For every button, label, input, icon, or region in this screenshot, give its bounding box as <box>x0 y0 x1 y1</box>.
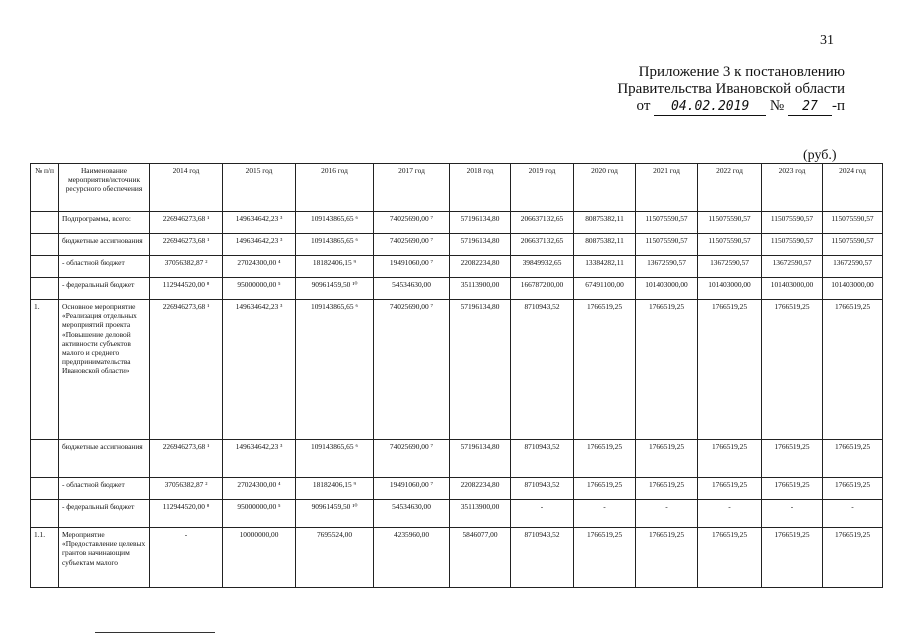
table-row <box>31 278 883 300</box>
table-row <box>31 440 883 478</box>
handwritten-number: 27 <box>788 98 832 116</box>
value-cell: 74025690,00 ⁷ <box>374 234 450 256</box>
value-cell: 19491060,00 ⁷ <box>374 478 450 500</box>
handwritten-date: 04.02.2019 <box>654 98 766 116</box>
value-cell: 13672590,57 <box>636 256 698 278</box>
date-prefix: от <box>636 98 651 114</box>
column-header-year: 2014 год <box>150 164 223 212</box>
value-cell: 74025690,00 ⁷ <box>374 212 450 234</box>
row-name-cell: - областной бюджет <box>59 256 150 278</box>
value-cell: 115075590,57 <box>823 212 883 234</box>
budget-table <box>30 163 883 588</box>
value-cell: 1766519,25 <box>823 478 883 500</box>
value-cell: 149634642,23 ³ <box>223 300 296 440</box>
value-cell: 80875382,11 <box>574 234 636 256</box>
value-cell: 109143865,65 ⁶ <box>296 212 374 234</box>
row-number-cell: 1. <box>31 300 59 440</box>
column-header-number: № п/п <box>31 164 59 212</box>
row-name-cell: бюджетные ассигнования <box>59 234 150 256</box>
value-cell: 112944520,00 ⁸ <box>150 278 223 300</box>
row-name-cell: Мероприятие «Предоставление целевых грантов начинающим субъектам малого <box>59 528 150 588</box>
value-cell: 4235960,00 <box>374 528 450 588</box>
row-name-cell: бюджетные ассигнования <box>59 440 150 478</box>
row-number-cell <box>31 278 59 300</box>
value-cell: 57196134,80 <box>450 440 511 478</box>
value-cell: 115075590,57 <box>636 212 698 234</box>
row-name-cell: Подпрограмма, всего: <box>59 212 150 234</box>
number-prefix: № <box>769 98 785 114</box>
value-cell: 101403000,00 <box>698 278 762 300</box>
value-cell: 109143865,65 ⁶ <box>296 440 374 478</box>
value-cell: 112944520,00 ⁸ <box>150 500 223 528</box>
column-header-year: 2018 год <box>450 164 511 212</box>
row-number-cell <box>31 500 59 528</box>
value-cell: 1766519,25 <box>698 440 762 478</box>
value-cell: 1766519,25 <box>698 478 762 500</box>
value-cell: 1766519,25 <box>698 300 762 440</box>
value-cell: 7695524,00 <box>296 528 374 588</box>
table-body <box>31 212 883 588</box>
value-cell: 101403000,00 <box>636 278 698 300</box>
column-header-year: 2016 год <box>296 164 374 212</box>
value-cell: 115075590,57 <box>762 212 823 234</box>
value-cell: 8710943,52 <box>511 528 574 588</box>
value-cell: 18182406,15 ⁹ <box>296 256 374 278</box>
value-cell: 80875382,11 <box>574 212 636 234</box>
column-header-year: 2021 год <box>636 164 698 212</box>
table-row <box>31 212 883 234</box>
value-cell: 22082234,80 <box>450 478 511 500</box>
value-cell: 149634642,23 ³ <box>223 440 296 478</box>
value-cell: 74025690,00 ⁷ <box>374 300 450 440</box>
value-cell: - <box>823 500 883 528</box>
value-cell: - <box>150 528 223 588</box>
value-cell: 1766519,25 <box>636 478 698 500</box>
page-number: 31 <box>820 33 834 48</box>
value-cell: 109143865,65 ⁶ <box>296 300 374 440</box>
value-cell: 1766519,25 <box>574 528 636 588</box>
value-cell: 226946273,68 ¹ <box>150 300 223 440</box>
row-number-cell <box>31 478 59 500</box>
value-cell: - <box>636 500 698 528</box>
value-cell: 115075590,57 <box>823 234 883 256</box>
value-cell: 1766519,25 <box>762 300 823 440</box>
value-cell: 27024300,00 ⁴ <box>223 256 296 278</box>
row-name-cell: - областной бюджет <box>59 478 150 500</box>
value-cell: 8710943,52 <box>511 440 574 478</box>
column-header-year: 2015 год <box>223 164 296 212</box>
value-cell: 149634642,23 ³ <box>223 212 296 234</box>
value-cell: 1766519,25 <box>636 440 698 478</box>
column-header-year: 2023 год <box>762 164 823 212</box>
value-cell: 13672590,57 <box>823 256 883 278</box>
row-number-cell <box>31 440 59 478</box>
value-cell: 115075590,57 <box>636 234 698 256</box>
value-cell: 74025690,00 ⁷ <box>374 440 450 478</box>
document-header <box>617 64 845 116</box>
column-header-year: 2020 год <box>574 164 636 212</box>
table-row <box>31 234 883 256</box>
value-cell: - <box>762 500 823 528</box>
table-row <box>31 528 883 588</box>
column-header-year: 2019 год <box>511 164 574 212</box>
value-cell: 149634642,23 ³ <box>223 234 296 256</box>
value-cell: 166787200,00 <box>511 278 574 300</box>
value-cell: 101403000,00 <box>762 278 823 300</box>
value-cell: 35113900,00 <box>450 278 511 300</box>
currency-unit: (руб.) <box>803 148 837 163</box>
value-cell: 8710943,52 <box>511 478 574 500</box>
row-number-cell: 1.1. <box>31 528 59 588</box>
row-name-cell: - федеральный бюджет <box>59 278 150 300</box>
value-cell: 19491060,00 ⁷ <box>374 256 450 278</box>
column-header-year: 2017 год <box>374 164 450 212</box>
value-cell: 18182406,15 ⁹ <box>296 478 374 500</box>
value-cell: 54534630,00 <box>374 278 450 300</box>
table-row <box>31 500 883 528</box>
value-cell: 10000000,00 <box>223 528 296 588</box>
value-cell: 226946273,68 ¹ <box>150 212 223 234</box>
value-cell: 206637132,65 <box>511 234 574 256</box>
column-header-year: 2022 год <box>698 164 762 212</box>
value-cell: - <box>511 500 574 528</box>
value-cell: 115075590,57 <box>698 212 762 234</box>
row-number-cell <box>31 212 59 234</box>
value-cell: 1766519,25 <box>762 440 823 478</box>
value-cell: 1766519,25 <box>698 528 762 588</box>
value-cell: 54534630,00 <box>374 500 450 528</box>
row-number-cell <box>31 234 59 256</box>
value-cell: - <box>574 500 636 528</box>
header-line-2: Правительства Ивановской области <box>617 81 845 97</box>
table-row <box>31 300 883 440</box>
value-cell: 109143865,65 ⁶ <box>296 234 374 256</box>
value-cell: 8710943,52 <box>511 300 574 440</box>
value-cell: 1766519,25 <box>636 528 698 588</box>
column-header-name: Наименование мероприятия/источник ресурсного обеспечения <box>59 164 150 212</box>
value-cell: 1766519,25 <box>823 300 883 440</box>
value-cell: 37056382,87 ² <box>150 256 223 278</box>
value-cell: 13384282,11 <box>574 256 636 278</box>
value-cell: 5846077,00 <box>450 528 511 588</box>
value-cell: 13672590,57 <box>762 256 823 278</box>
value-cell: 27024300,00 ⁴ <box>223 478 296 500</box>
value-cell: 1766519,25 <box>574 478 636 500</box>
value-cell: 39849932,65 <box>511 256 574 278</box>
value-cell: 57196134,80 <box>450 300 511 440</box>
number-suffix: -п <box>831 98 845 114</box>
table-header-row <box>31 164 883 212</box>
value-cell: 1766519,25 <box>823 440 883 478</box>
value-cell: 1766519,25 <box>574 440 636 478</box>
table-row <box>31 478 883 500</box>
value-cell: 22082234,80 <box>450 256 511 278</box>
value-cell: 1766519,25 <box>636 300 698 440</box>
value-cell: 95000000,00 ⁵ <box>223 500 296 528</box>
value-cell: 57196134,80 <box>450 212 511 234</box>
value-cell: 57196134,80 <box>450 234 511 256</box>
header-line-1: Приложение 3 к постановлению <box>638 64 845 80</box>
column-header-year: 2024 год <box>823 164 883 212</box>
header-line-3 <box>617 98 845 116</box>
value-cell: 206637132,65 <box>511 212 574 234</box>
value-cell: 67491100,00 <box>574 278 636 300</box>
value-cell: 13672590,57 <box>698 256 762 278</box>
value-cell: 1766519,25 <box>762 528 823 588</box>
value-cell: 115075590,57 <box>698 234 762 256</box>
table-row <box>31 256 883 278</box>
row-number-cell <box>31 256 59 278</box>
value-cell: 1766519,25 <box>823 528 883 588</box>
value-cell: 226946273,68 ¹ <box>150 234 223 256</box>
value-cell: 37056382,87 ² <box>150 478 223 500</box>
value-cell: 1766519,25 <box>574 300 636 440</box>
value-cell: 226946273,68 ¹ <box>150 440 223 478</box>
value-cell: 101403000,00 <box>823 278 883 300</box>
value-cell: 115075590,57 <box>762 234 823 256</box>
value-cell: 90961459,50 ¹⁰ <box>296 278 374 300</box>
value-cell: 35113900,00 <box>450 500 511 528</box>
row-name-cell: - федеральный бюджет <box>59 500 150 528</box>
value-cell: - <box>698 500 762 528</box>
value-cell: 1766519,25 <box>762 478 823 500</box>
row-name-cell: Основное мероприятие «Реализация отдельных мероприятий проекта «Повышение деловой активности субъектов малого и среднего предпринимательства Ивановской области» <box>59 300 150 440</box>
value-cell: 95000000,00 ⁵ <box>223 278 296 300</box>
value-cell: 90961459,50 ¹⁰ <box>296 500 374 528</box>
footnote-separator <box>95 632 215 633</box>
